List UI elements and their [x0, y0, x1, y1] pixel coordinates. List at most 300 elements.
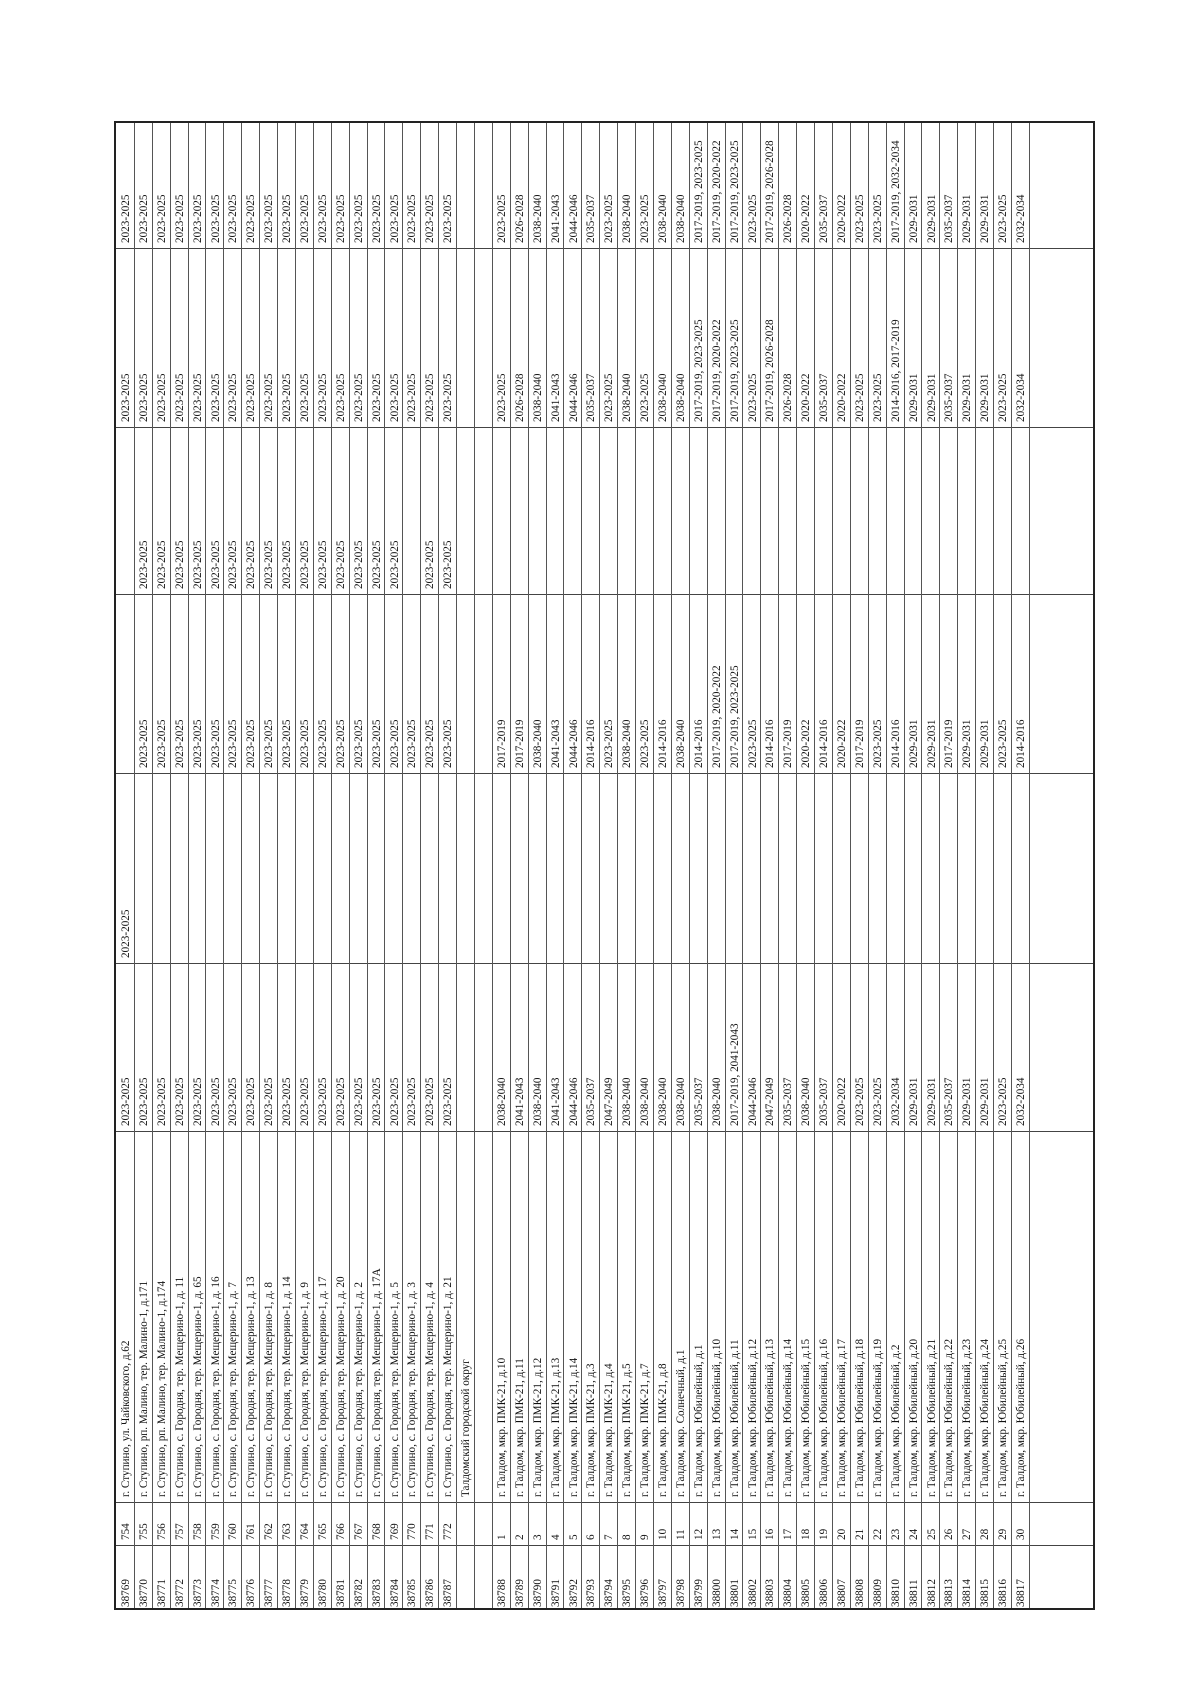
cell-id: 38787	[442, 1579, 455, 1607]
table-row	[599, 123, 618, 1608]
cell-c1: 2035-2037	[943, 1077, 956, 1126]
cell-c6: 2023-2025	[997, 194, 1010, 243]
cell-num: 17	[782, 1528, 795, 1540]
cell-c6: 2023-2025	[424, 194, 437, 243]
cell-id: 38778	[281, 1579, 294, 1607]
cell-c6: 2032-2034	[1015, 194, 1027, 243]
cell-address: г. Талдом, мкр. Юбилейный, д.23	[961, 1338, 974, 1497]
cell-id: 38807	[836, 1579, 848, 1607]
cell-c5: 2044-2046	[567, 373, 580, 422]
section-row	[456, 123, 475, 1608]
cell-c1: 2035-2037	[585, 1077, 598, 1126]
cell-c1: 2029-2031	[979, 1077, 992, 1126]
cell-c1: 2035-2037	[692, 1077, 705, 1126]
cell-c6: 2023-2025	[263, 194, 276, 243]
table-row	[510, 123, 529, 1608]
cell-c1: 2023-2025	[137, 1077, 150, 1126]
cell-c1: 2023-2025	[245, 1077, 258, 1126]
cell-address: г. Талдом, мкр. Юбилейный, д.14	[782, 1338, 795, 1497]
cell-num: 10	[657, 1528, 669, 1540]
cell-id: 38802	[746, 1579, 759, 1607]
cell-num: 26	[943, 1528, 956, 1540]
cell-c3: 2023-2025	[316, 719, 329, 768]
cell-num: 4	[549, 1534, 562, 1540]
cell-address: г. Талдом, мкр. Юбилейный, д.26	[1015, 1338, 1027, 1497]
cell-c3: 2020-2022	[800, 719, 813, 768]
cell-c1: 2023-2025	[352, 1077, 365, 1126]
cell-c3: 2023-2025	[997, 719, 1010, 768]
cell-id: 38790	[531, 1579, 544, 1607]
cell-id: 38799	[692, 1579, 705, 1607]
cell-c5: 2029-2031	[907, 373, 920, 422]
cell-num: 20	[836, 1528, 848, 1540]
cell-address: г. Талдом, мкр. Юбилейный, д.18	[853, 1338, 866, 1497]
cell-id: 38806	[818, 1579, 831, 1607]
cell-c6: 2017-2019, 2026-2028	[764, 140, 777, 243]
cell-c2: 2023-2025	[120, 909, 132, 958]
cell-c3: 2014-2016	[889, 719, 902, 768]
table-row	[957, 123, 976, 1608]
cell-c5: 2023-2025	[316, 373, 329, 422]
cell-id: 38786	[424, 1579, 437, 1607]
cell-c1: 2023-2025	[406, 1077, 419, 1126]
cell-num: 758	[191, 1523, 204, 1540]
cell-id: 38793	[585, 1579, 598, 1607]
cell-c3: 2029-2031	[979, 719, 992, 768]
cell-num: 764	[299, 1523, 311, 1540]
cell-c6: 2023-2025	[370, 194, 383, 243]
cell-num: 25	[925, 1528, 938, 1540]
cell-c5: 2023-2025	[334, 373, 347, 422]
cell-c1: 2023-2025	[871, 1077, 884, 1126]
cell-num: 755	[137, 1523, 150, 1540]
cell-c5: 2023-2025	[442, 373, 455, 422]
cell-c1: 2023-2025	[388, 1077, 401, 1126]
cell-c3: 2014-2016	[657, 719, 669, 768]
cell-c5: 2023-2025	[997, 373, 1010, 422]
cell-c4: 2023-2025	[424, 540, 437, 589]
cell-num: 761	[245, 1523, 258, 1540]
table-row	[725, 123, 744, 1608]
cell-c4: 2023-2025	[227, 540, 240, 589]
cell-c3: 2017-2019, 2020-2022	[710, 665, 723, 768]
cell-address: г. Талдом, мкр. ПМК-21, д.13	[549, 1357, 562, 1497]
cell-c6: 2038-2040	[531, 194, 544, 243]
cell-c6: 2023-2025	[209, 194, 222, 243]
cell-c1: 2023-2025	[263, 1077, 276, 1126]
cell-num: 759	[209, 1523, 222, 1540]
cell-c6: 2023-2025	[120, 194, 132, 243]
table-row	[546, 123, 565, 1608]
cell-num: 757	[173, 1523, 186, 1540]
cell-c3: 2023-2025	[245, 719, 258, 768]
cell-c1: 2023-2025	[424, 1077, 437, 1126]
cell-c5: 2023-2025	[603, 373, 616, 422]
cell-address: г. Талдом, мкр. ПМК-21, д.4	[603, 1363, 616, 1497]
cell-id: 38772	[173, 1579, 186, 1607]
cell-c6: 2023-2025	[352, 194, 365, 243]
cell-c1: 2023-2025	[299, 1077, 311, 1126]
cell-c1: 2035-2037	[782, 1077, 795, 1126]
cell-c3: 2038-2040	[531, 719, 544, 768]
table-row	[653, 123, 672, 1608]
table-row	[241, 123, 260, 1608]
cell-num: 23	[889, 1528, 902, 1540]
cell-address: г. Ступино, рп. Малино, тер. Малино-1, д.174	[155, 1280, 168, 1497]
rotated-table	[114, 121, 1095, 1610]
cell-num: 21	[853, 1528, 866, 1540]
cell-c5: 2023-2025	[639, 373, 652, 422]
cell-c1: 2020-2022	[836, 1077, 848, 1126]
cell-id: 38810	[889, 1579, 902, 1607]
cell-c4: 2023-2025	[352, 540, 365, 589]
cell-c6: 2035-2037	[818, 194, 831, 243]
cell-num: 768	[370, 1523, 383, 1540]
cell-id: 38797	[657, 1579, 669, 1607]
cell-c3: 2014-2016	[818, 719, 831, 768]
cell-c6: 2029-2031	[907, 194, 920, 243]
table-row	[868, 123, 887, 1608]
table-row	[438, 123, 457, 1608]
cell-c3: 2023-2025	[352, 719, 365, 768]
table-row	[939, 123, 958, 1608]
cell-c1: 2038-2040	[657, 1077, 669, 1126]
table-row	[259, 123, 278, 1608]
cell-c1: 2023-2025	[997, 1077, 1010, 1126]
cell-c6: 2023-2025	[639, 194, 652, 243]
cell-c6: 2020-2022	[800, 194, 813, 243]
cell-c6: 2041-2043	[549, 194, 562, 243]
cell-c6: 2023-2025	[155, 194, 168, 243]
cell-c1: 2023-2025	[334, 1077, 347, 1126]
cell-c1: 2038-2040	[710, 1077, 723, 1126]
cell-num: 762	[263, 1523, 276, 1540]
table-row	[922, 123, 941, 1608]
cell-id: 38788	[495, 1579, 508, 1607]
cell-c3: 2017-2019	[853, 719, 866, 768]
cell-c5: 2023-2025	[299, 373, 311, 422]
cell-c6: 2023-2025	[173, 194, 186, 243]
table-row	[492, 123, 511, 1608]
cell-id: 38779	[299, 1579, 311, 1607]
cell-c3: 2020-2022	[836, 719, 848, 768]
cell-c1: 2023-2025	[370, 1077, 383, 1126]
cell-c3: 2017-2019	[782, 719, 795, 768]
cell-c3: 2023-2025	[155, 719, 168, 768]
cell-id: 38809	[871, 1579, 884, 1607]
cell-c1: 2023-2025	[442, 1077, 455, 1126]
cell-c5: 2023-2025	[245, 373, 258, 422]
cell-c6: 2020-2022	[836, 194, 848, 243]
cell-num: 5	[567, 1534, 580, 1540]
cell-address: г. Ступино, с. Городня, тер. Мещерино-1, д. 21	[442, 1276, 455, 1497]
cell-c4: 2023-2025	[281, 540, 294, 589]
cell-c6: 2023-2025	[871, 194, 884, 243]
cell-num: 760	[227, 1523, 240, 1540]
cell-c6: 2023-2025	[227, 194, 240, 243]
cell-c5: 2041-2043	[549, 373, 562, 422]
cell-address: г. Талдом, мкр. ПМК-21, д.7	[639, 1363, 652, 1497]
table-row	[367, 123, 386, 1608]
cell-address: г. Талдом, мкр. Юбилейный, д.25	[997, 1338, 1010, 1497]
cell-c5: 2029-2031	[979, 373, 992, 422]
cell-address: г. Талдом, мкр. ПМК-21, д.8	[657, 1363, 669, 1497]
cell-num: 756	[155, 1523, 168, 1540]
cell-c5: 2023-2025	[281, 373, 294, 422]
cell-c6: 2023-2025	[406, 194, 419, 243]
cell-c3: 2041-2043	[549, 719, 562, 768]
cell-address: г. Талдом, мкр. Юбилейный, д.12	[746, 1338, 759, 1497]
cell-id: 38796	[639, 1579, 652, 1607]
cell-c6: 2023-2025	[137, 194, 150, 243]
cell-c1: 2029-2031	[907, 1077, 920, 1126]
table-row	[850, 123, 869, 1608]
cell-c1: 2032-2034	[889, 1077, 902, 1126]
cell-address: г. Талдом, мкр. ПМК-21, д.5	[621, 1363, 634, 1497]
cell-c5: 2038-2040	[674, 373, 687, 422]
cell-c3: 2023-2025	[281, 719, 294, 768]
cell-c6: 2023-2025	[191, 194, 204, 243]
cell-c5: 2023-2025	[209, 373, 222, 422]
cell-c5: 2023-2025	[227, 373, 240, 422]
cell-id: 38798	[674, 1579, 687, 1607]
cell-c3: 2023-2025	[442, 719, 455, 768]
cell-id: 38774	[209, 1579, 222, 1607]
cell-address: г. Ступино, с. Городня, тер. Мещерино-1, д. 13	[245, 1276, 258, 1497]
cell-c3: 2023-2025	[227, 719, 240, 768]
cell-c5: 2014-2016, 2017-2019	[889, 319, 902, 422]
cell-c5: 2023-2025	[746, 373, 759, 422]
table-row	[188, 123, 207, 1608]
table-row	[975, 123, 994, 1608]
cell-c3: 2017-2019	[495, 719, 508, 768]
cell-c1: 2023-2025	[853, 1077, 866, 1126]
table-row	[528, 123, 547, 1608]
cell-address: г. Талдом, мкр. Юбилейный, д.10	[710, 1338, 723, 1497]
cell-c3: 2023-2025	[746, 719, 759, 768]
cell-address: г. Талдом, мкр. ПМК-21, д.14	[567, 1357, 580, 1497]
cell-c5: 2026-2028	[782, 373, 795, 422]
table-row	[581, 123, 600, 1608]
cell-id: 38795	[621, 1579, 634, 1607]
cell-c6: 2023-2025	[316, 194, 329, 243]
cell-id: 38770	[137, 1579, 150, 1607]
cell-c4: 2023-2025	[173, 540, 186, 589]
cell-address: г. Ступино, с. Городня, тер. Мещерино-1, д. 17А	[370, 1268, 383, 1497]
cell-num: 767	[352, 1523, 365, 1540]
cell-c5: 2023-2025	[137, 373, 150, 422]
section-title: Талдомский городской округ	[460, 1359, 473, 1497]
cell-c6: 2038-2040	[674, 194, 687, 243]
cell-id: 38801	[728, 1579, 741, 1607]
cell-c1: 2038-2040	[800, 1077, 813, 1126]
cell-address: г. Ступино, с. Городня, тер. Мещерино-1, д. 3	[406, 1282, 419, 1497]
cell-num: 763	[281, 1523, 294, 1540]
cell-c6: 2038-2040	[621, 194, 634, 243]
cell-id: 38777	[263, 1579, 276, 1607]
cell-num: 7	[603, 1534, 616, 1540]
table-row	[778, 123, 797, 1608]
cell-c5: 2023-2025	[120, 373, 132, 422]
cell-c6: 2035-2037	[943, 194, 956, 243]
cell-address: г. Ступино, с. Городня, тер. Мещерино-1, д. 11	[173, 1276, 186, 1497]
cell-c3: 2023-2025	[370, 719, 383, 768]
cell-address: г. Талдом, мкр. Солнечный, д.1	[674, 1349, 687, 1497]
cell-c3: 2029-2031	[961, 719, 974, 768]
cell-c4: 2023-2025	[209, 540, 222, 589]
cell-c3: 2038-2040	[621, 719, 634, 768]
table-row	[760, 123, 779, 1608]
table-row	[402, 123, 421, 1608]
cell-num: 22	[871, 1528, 884, 1540]
cell-id: 38808	[853, 1579, 866, 1607]
cell-id: 38771	[155, 1579, 168, 1607]
cell-c5: 2029-2031	[961, 373, 974, 422]
cell-c3: 2014-2016	[764, 719, 777, 768]
cell-id: 38816	[997, 1579, 1010, 1607]
cell-address: г. Ступино, с. Городня, тер. Мещерино-1, д. 4	[424, 1282, 437, 1497]
cell-id: 38785	[406, 1579, 419, 1607]
cell-address: г. Ступино, с. Городня, тер. Мещерино-1, д. 9	[299, 1282, 311, 1497]
cell-c6: 2026-2028	[513, 194, 526, 243]
cell-c5: 2035-2037	[943, 373, 956, 422]
table-row	[832, 123, 851, 1608]
cell-num: 11	[674, 1529, 687, 1540]
cell-c1: 2038-2040	[531, 1077, 544, 1126]
cell-c5: 2023-2025	[495, 373, 508, 422]
table-row	[993, 123, 1012, 1608]
cell-address: г. Талдом, мкр. Юбилейный, д.20	[907, 1338, 920, 1497]
cell-c6: 2023-2025	[746, 194, 759, 243]
table-row	[1011, 123, 1030, 1608]
cell-address: г. Ступино, с. Городня, тер. Мещерино-1, д. 14	[281, 1276, 294, 1497]
cell-num: 12	[692, 1528, 705, 1540]
cell-c5: 2038-2040	[621, 373, 634, 422]
cell-id: 38775	[227, 1579, 240, 1607]
cell-c1: 2023-2025	[227, 1077, 240, 1126]
cell-c4: 2023-2025	[155, 540, 168, 589]
cell-c5: 2032-2034	[1015, 373, 1027, 422]
cell-c6: 2017-2019, 2020-2022	[710, 140, 723, 243]
cell-address: г. Талдом, мкр. Юбилейный, д.17	[836, 1338, 848, 1497]
cell-id: 38792	[567, 1579, 580, 1607]
cell-c1: 2023-2025	[173, 1077, 186, 1126]
cell-id: 38803	[764, 1579, 777, 1607]
table-row	[617, 123, 636, 1608]
cell-c6: 2023-2025	[603, 194, 616, 243]
cell-c1: 2017-2019, 2041-2043	[728, 1023, 741, 1126]
table-row	[635, 123, 654, 1608]
table-row	[134, 123, 153, 1608]
cell-address: г. Талдом, мкр. Юбилейный, д.15	[800, 1338, 813, 1497]
table-row	[313, 123, 332, 1608]
cell-id: 38769	[120, 1579, 132, 1607]
cell-id: 38812	[925, 1579, 938, 1607]
cell-c6: 2044-2046	[567, 194, 580, 243]
cell-c3: 2023-2025	[209, 719, 222, 768]
cell-address: г. Талдом, мкр. Юбилейный, д.19	[871, 1338, 884, 1497]
table-row	[385, 123, 404, 1608]
cell-c5: 2020-2022	[836, 373, 848, 422]
cell-c6: 2023-2025	[299, 194, 311, 243]
cell-c3: 2023-2025	[388, 719, 401, 768]
cell-c1: 2023-2025	[120, 1077, 132, 1126]
cell-c1: 2047-2049	[603, 1077, 616, 1126]
cell-c5: 2023-2025	[155, 373, 168, 422]
cell-num: 14	[728, 1528, 741, 1540]
cell-num: 15	[746, 1528, 759, 1540]
cell-num: 769	[388, 1523, 401, 1540]
cell-c1: 2029-2031	[961, 1077, 974, 1126]
table-row	[671, 123, 690, 1608]
cell-c1: 2032-2034	[1015, 1077, 1027, 1126]
cell-c6: 2023-2025	[495, 194, 508, 243]
cell-num: 24	[907, 1528, 920, 1540]
cell-c6: 2017-2019, 2023-2025	[692, 140, 705, 243]
cell-num: 1	[495, 1534, 508, 1540]
cell-c3: 2044-2046	[567, 719, 580, 768]
table-row	[295, 123, 314, 1608]
table-row	[904, 123, 923, 1608]
cell-c1: 2041-2043	[513, 1077, 526, 1126]
cell-address: г. Ступино, с. Городня, тер. Мещерино-1, д. 65	[191, 1276, 204, 1497]
cell-c1: 2023-2025	[155, 1077, 168, 1126]
cell-id: 38794	[603, 1579, 616, 1607]
cell-c1: 2047-2049	[764, 1077, 777, 1126]
cell-c3: 2023-2025	[603, 719, 616, 768]
cell-c3: 2023-2025	[424, 719, 437, 768]
cell-c1: 2035-2037	[818, 1077, 831, 1126]
cell-c1: 2038-2040	[674, 1077, 687, 1126]
cell-c4: 2023-2025	[263, 540, 276, 589]
cell-num: 19	[818, 1528, 831, 1540]
cell-address: г. Талдом, мкр. Юбилейный, д.22	[943, 1338, 956, 1497]
cell-c4: 2023-2025	[191, 540, 204, 589]
cell-num: 770	[406, 1523, 419, 1540]
cell-c6: 2017-2019, 2032-2034	[889, 140, 902, 243]
cell-c6: 2026-2028	[782, 194, 795, 243]
cell-c5: 2023-2025	[853, 373, 866, 422]
table-row	[796, 123, 815, 1608]
cell-c1: 2023-2025	[209, 1077, 222, 1126]
cell-c1: 2038-2040	[495, 1077, 508, 1126]
cell-c5: 2017-2019, 2026-2028	[764, 319, 777, 422]
cell-num: 16	[764, 1528, 777, 1540]
cell-c1: 2041-2043	[549, 1077, 562, 1126]
cell-c3: 2038-2040	[674, 719, 687, 768]
table-row	[152, 123, 171, 1608]
cell-c5: 2023-2025	[191, 373, 204, 422]
table-row	[349, 123, 368, 1608]
cell-address: г. Талдом, мкр. Юбилейный, д.2	[889, 1344, 902, 1497]
cell-num: 754	[120, 1523, 132, 1540]
cell-c6: 2029-2031	[961, 194, 974, 243]
cell-c3: 2023-2025	[173, 719, 186, 768]
cell-address: г. Ступино, с. Городня, тер. Мещерино-1, д. 20	[334, 1276, 347, 1497]
cell-c5: 2038-2040	[531, 373, 544, 422]
table-row	[116, 123, 135, 1608]
cell-address: г. Ступино, с. Городня, тер. Мещерино-1, д. 7	[227, 1282, 240, 1497]
cell-c4: 2023-2025	[370, 540, 383, 589]
cell-id: 38780	[316, 1579, 329, 1607]
cell-address: г. Талдом, мкр. Юбилейный, д.13	[764, 1338, 777, 1497]
cell-c5: 2017-2019, 2023-2025	[692, 319, 705, 422]
cell-c1: 2023-2025	[191, 1077, 204, 1126]
cell-c6: 2023-2025	[334, 194, 347, 243]
cell-c5: 2023-2025	[424, 373, 437, 422]
table-row	[277, 123, 296, 1608]
cell-c4: 2023-2025	[334, 540, 347, 589]
